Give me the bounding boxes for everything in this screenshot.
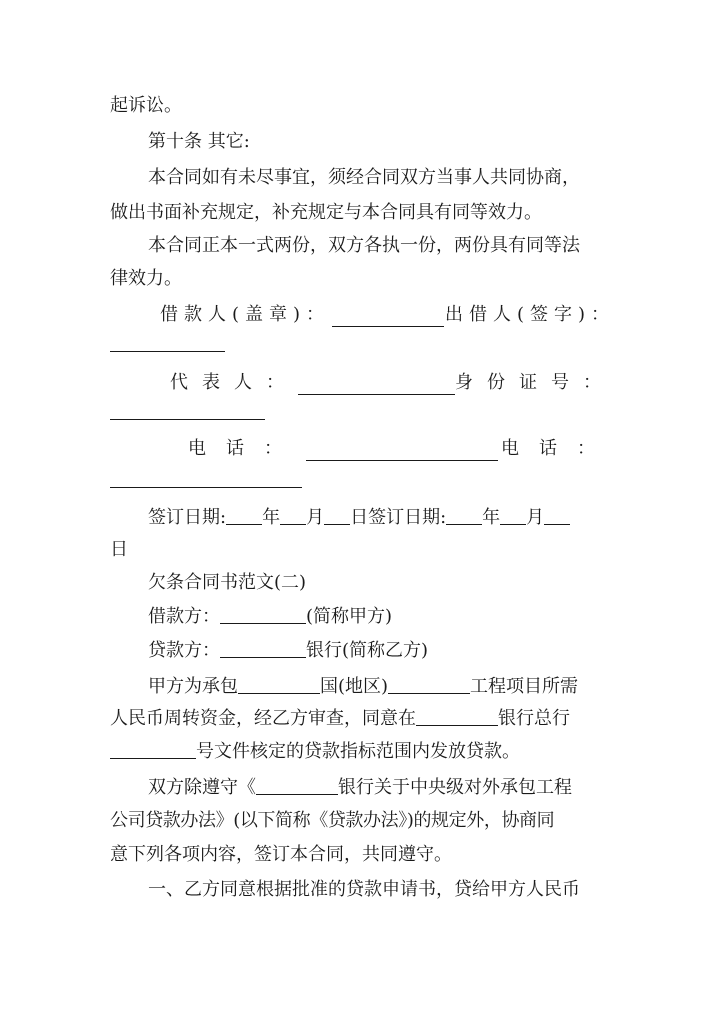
section-title: 欠条合同书范文(二) bbox=[148, 572, 307, 593]
country-blank bbox=[238, 675, 320, 694]
text-line: 本合同如有未尽事宜，须经合同双方当事人共同协商， bbox=[148, 167, 580, 188]
day-blank bbox=[544, 506, 570, 525]
lender-signature-blank bbox=[110, 350, 225, 352]
representative-label: 代表人： bbox=[170, 372, 298, 393]
borrower-party-line bbox=[148, 605, 615, 629]
lender-party-label: 贷款方： bbox=[148, 640, 220, 661]
text-fragment: 国(地区) bbox=[320, 676, 389, 697]
year-blank bbox=[226, 506, 262, 525]
text-fragment: 银行关于中央级对外承包工程 bbox=[338, 777, 572, 798]
paragraph-3-line-1: 一、乙方同意根据批准的贷款申请书，贷给甲方人民币 bbox=[148, 879, 580, 900]
date-wrap: 日 bbox=[110, 539, 128, 560]
document-number-blank bbox=[110, 740, 196, 759]
lender-party-line bbox=[148, 639, 615, 663]
signature-row-representative bbox=[170, 371, 615, 395]
borrower-name-blank bbox=[220, 605, 306, 624]
text-fragment: 双方除遵守《 bbox=[148, 777, 256, 798]
text-line: 起诉讼。 bbox=[110, 95, 182, 116]
borrower-abbrev-note: (简称甲方) bbox=[306, 606, 393, 627]
month-label: 月 bbox=[306, 507, 325, 528]
phone-blank-1 bbox=[306, 442, 498, 461]
paragraph-2-line-2: 公司贷款办法》(以下简称《贷款办法》)的规定外，协商同 bbox=[110, 810, 555, 831]
borrower-party-label: 借款方： bbox=[148, 606, 220, 627]
bank-name-blank bbox=[256, 776, 338, 795]
borrower-seal-blank bbox=[332, 308, 444, 327]
month-blank bbox=[500, 506, 526, 525]
signing-date-label-1: 签订日期: bbox=[148, 507, 227, 528]
lender-signature-label: 出借人(签字)： bbox=[444, 304, 615, 325]
phone-label-1: 电话： bbox=[188, 438, 302, 459]
year-label: 年 bbox=[482, 507, 501, 528]
id-number-label: 身份证号： bbox=[455, 372, 615, 393]
signature-row-borrower bbox=[160, 303, 615, 327]
year-blank bbox=[446, 506, 482, 525]
paragraph-1-line-3 bbox=[110, 740, 615, 764]
phone-blank-2 bbox=[110, 486, 302, 488]
id-number-blank bbox=[110, 418, 265, 420]
borrower-seal-label: 借款人(盖章)： bbox=[160, 304, 331, 325]
month-blank bbox=[280, 506, 306, 525]
day-blank bbox=[324, 506, 350, 525]
text-fragment: 工程项目所需 bbox=[470, 676, 579, 697]
text-fragment: 银行总行 bbox=[498, 708, 570, 729]
lender-abbrev-note: 银行(简称乙方) bbox=[306, 640, 429, 661]
month-label: 月 bbox=[526, 507, 545, 528]
year-label: 年 bbox=[262, 507, 281, 528]
text-fragment: 号文件核定的贷款指标范围内发放贷款。 bbox=[196, 741, 520, 762]
text-line: 做出书面补充规定，补充规定与本合同具有同等效力。 bbox=[110, 202, 542, 223]
bank-blank bbox=[416, 707, 498, 726]
text-fragment: 甲方为承包 bbox=[148, 676, 238, 697]
text-fragment: 人民币周转资金，经乙方审查，同意在 bbox=[110, 708, 416, 729]
paragraph-2-line-1 bbox=[148, 776, 615, 800]
paragraph-2-line-3: 意下列各项内容，签订本合同，共同遵守。 bbox=[110, 844, 452, 865]
representative-blank bbox=[298, 376, 455, 395]
signature-row-phone bbox=[188, 437, 615, 461]
paragraph-1-line-2 bbox=[110, 707, 615, 731]
paragraph-1-line-1 bbox=[148, 675, 615, 699]
text-line: 本合同正本一式两份，双方各执一份，两份具有同等法 bbox=[148, 235, 580, 256]
text-line: 律效力。 bbox=[110, 268, 182, 289]
signing-date-row bbox=[148, 506, 615, 530]
lender-name-blank bbox=[220, 639, 306, 658]
project-blank bbox=[388, 675, 470, 694]
phone-label-2: 电话： bbox=[501, 438, 615, 459]
day-label: 日 bbox=[350, 507, 369, 528]
article-heading: 第十条 其它: bbox=[148, 131, 250, 152]
signing-date-label-2: 签订日期: bbox=[368, 507, 447, 528]
